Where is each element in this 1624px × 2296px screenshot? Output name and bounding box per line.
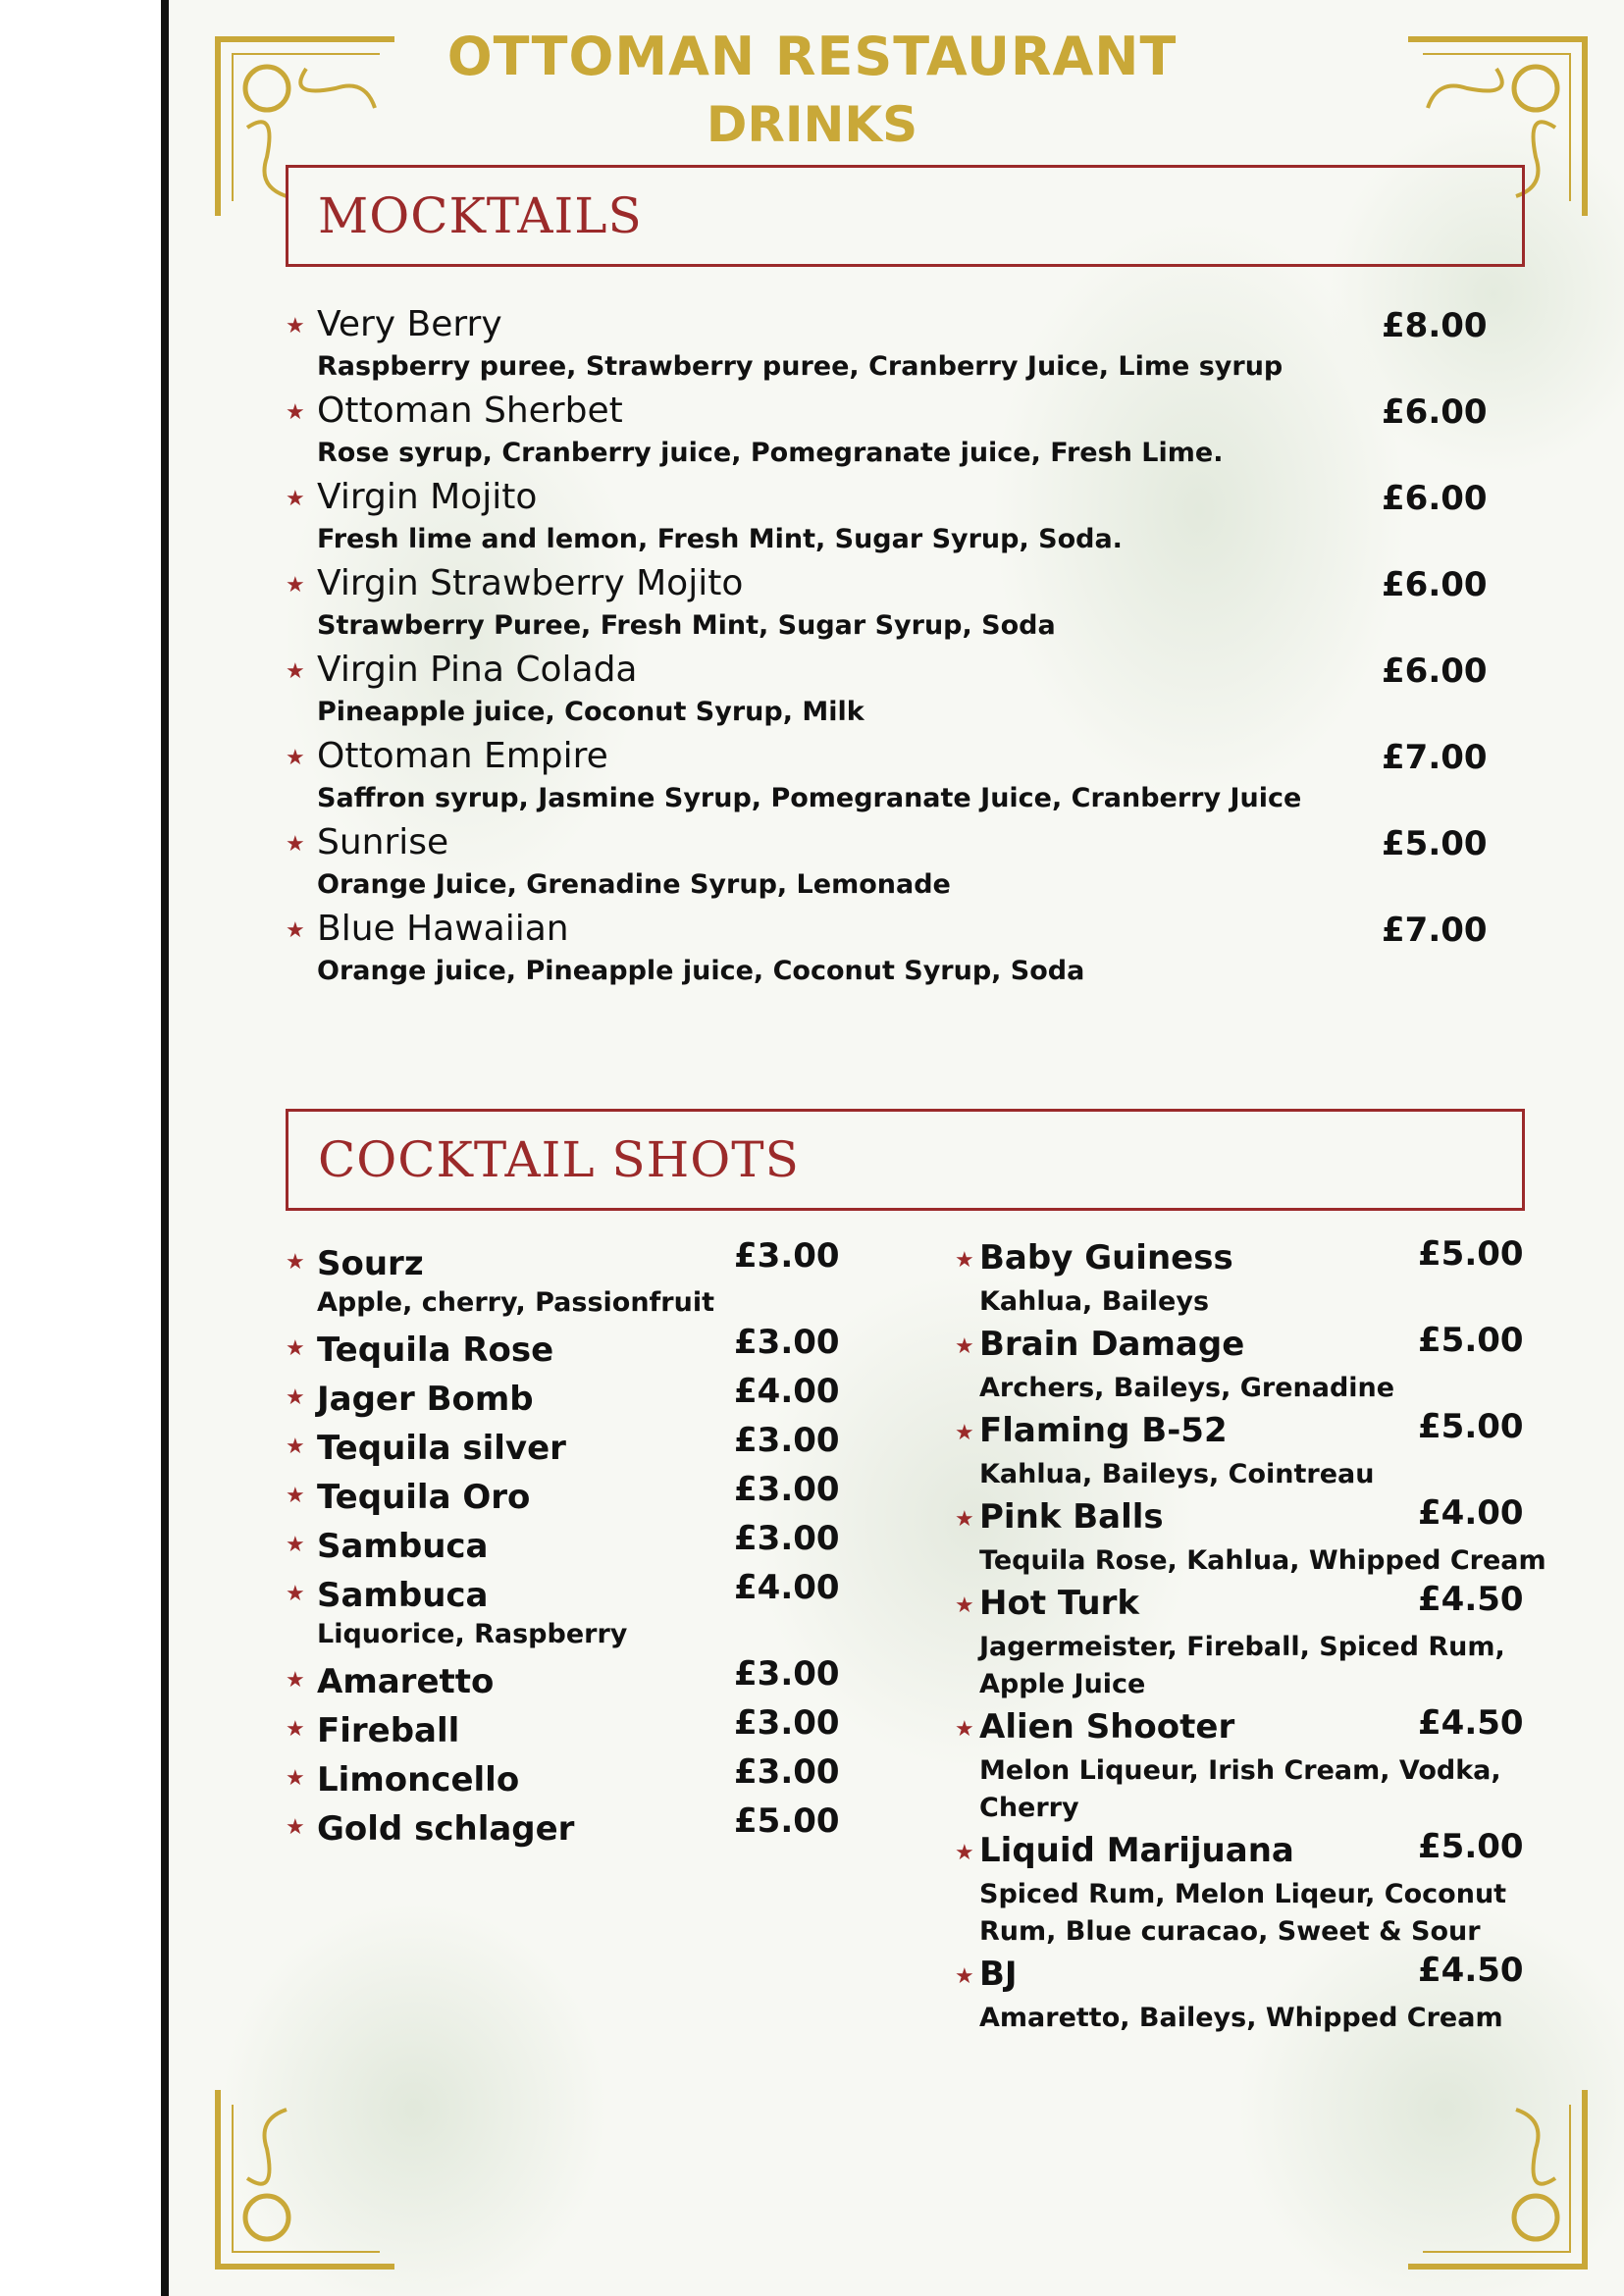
bullet-star-icon: ★ bbox=[955, 1421, 974, 1445]
shots-heading: COCKTAIL SHOTS bbox=[318, 1131, 800, 1188]
shot-price: £3.00 bbox=[734, 1323, 840, 1362]
mocktail-price: £6.00 bbox=[1382, 392, 1488, 432]
shot-price: £4.00 bbox=[1418, 1493, 1524, 1533]
mocktail-price: £7.00 bbox=[1382, 738, 1488, 777]
shot-name: Hot Turk bbox=[979, 1584, 1139, 1623]
bullet-star-icon: ★ bbox=[286, 1815, 305, 1840]
shot-description: Apple, cherry, Passionfruit bbox=[317, 1287, 714, 1318]
mocktails-header-box bbox=[286, 165, 1525, 267]
bullet-star-icon: ★ bbox=[286, 487, 305, 511]
mocktail-price: £6.00 bbox=[1382, 479, 1488, 518]
mocktail-price: £7.00 bbox=[1382, 911, 1488, 950]
shot-name: Sourz bbox=[317, 1244, 424, 1283]
shot-name: Sambuca bbox=[317, 1576, 489, 1615]
bullet-star-icon: ★ bbox=[286, 1385, 305, 1410]
shot-name: Gold schlager bbox=[317, 1809, 575, 1849]
shot-name: Liquid Marijuana bbox=[979, 1831, 1294, 1870]
shot-price: £4.50 bbox=[1418, 1951, 1524, 1990]
shots-header-box bbox=[286, 1109, 1525, 1211]
mocktail-name: Sunrise bbox=[317, 822, 449, 862]
bullet-star-icon: ★ bbox=[955, 1593, 974, 1618]
shot-price: £3.00 bbox=[734, 1519, 840, 1558]
mocktail-description: Orange Juice, Grenadine Syrup, Lemonade bbox=[317, 869, 951, 900]
bullet-star-icon: ★ bbox=[286, 1336, 305, 1361]
mocktail-name: Very Berry bbox=[317, 304, 502, 344]
shot-description: Melon Liqueur, Irish Cream, Vodka, Cherry bbox=[979, 1755, 1501, 1823]
mocktail-description: Pineapple juice, Coconut Syrup, Milk bbox=[317, 697, 864, 727]
mocktail-price: £6.00 bbox=[1382, 652, 1488, 691]
bullet-star-icon: ★ bbox=[286, 573, 305, 598]
bullet-star-icon: ★ bbox=[286, 1435, 305, 1459]
bullet-star-icon: ★ bbox=[286, 1668, 305, 1693]
shot-name: Jager Bomb bbox=[317, 1380, 534, 1419]
bullet-star-icon: ★ bbox=[955, 1334, 974, 1359]
bullet-star-icon: ★ bbox=[286, 918, 305, 943]
bullet-star-icon: ★ bbox=[955, 1507, 974, 1532]
shot-price: £3.00 bbox=[734, 1654, 840, 1694]
shot-price: £5.00 bbox=[734, 1801, 840, 1841]
shot-description: Kahlua, Baileys, Cointreau bbox=[979, 1459, 1375, 1489]
bullet-star-icon: ★ bbox=[286, 400, 305, 425]
bullet-star-icon: ★ bbox=[286, 314, 305, 339]
bullet-star-icon: ★ bbox=[286, 1766, 305, 1791]
mocktail-name: Ottoman Sherbet bbox=[317, 391, 623, 431]
shot-price: £3.00 bbox=[734, 1236, 840, 1276]
shot-description: Spiced Rum, Melon Liqeur, Coconut Rum, Blue curacao, Sweet & Sour bbox=[979, 1879, 1507, 1947]
shot-name: Tequila Oro bbox=[317, 1478, 531, 1517]
shot-name: Amaretto bbox=[317, 1662, 495, 1701]
menu-subtitle: DRINKS bbox=[706, 96, 918, 153]
shot-price: £3.00 bbox=[734, 1470, 840, 1509]
mocktail-price: £8.00 bbox=[1382, 306, 1488, 345]
bottom-left-flourish-icon bbox=[208, 2080, 404, 2276]
mocktail-description: Orange juice, Pineapple juice, Coconut Syrup, Soda bbox=[317, 956, 1085, 986]
shot-price: £5.00 bbox=[1418, 1827, 1524, 1866]
restaurant-title: OTTOMAN RESTAURANT bbox=[446, 26, 1178, 87]
bullet-star-icon: ★ bbox=[955, 1717, 974, 1742]
shot-name: Alien Shooter bbox=[979, 1707, 1235, 1747]
shot-name: BJ bbox=[979, 1955, 1018, 1994]
shot-name: Sambuca bbox=[317, 1527, 489, 1566]
bullet-star-icon: ★ bbox=[286, 659, 305, 684]
shot-price: £3.00 bbox=[734, 1421, 840, 1460]
mocktail-name: Virgin Pina Colada bbox=[317, 650, 638, 690]
page-left-edge bbox=[161, 0, 169, 2296]
shot-price: £5.00 bbox=[1418, 1407, 1524, 1446]
shot-description: Liquorice, Raspberry bbox=[317, 1619, 628, 1649]
mocktail-description: Rose syrup, Cranberry juice, Pomegranate juice, Fresh Lime. bbox=[317, 438, 1224, 468]
shot-name: Pink Balls bbox=[979, 1497, 1164, 1537]
shot-price: £4.50 bbox=[1418, 1703, 1524, 1743]
bullet-star-icon: ★ bbox=[286, 1717, 305, 1742]
mocktail-name: Blue Hawaiian bbox=[317, 909, 569, 949]
mocktail-description: Strawberry Puree, Fresh Mint, Sugar Syrup, Soda bbox=[317, 610, 1056, 641]
shot-name: Tequila Rose bbox=[317, 1331, 554, 1370]
mocktail-description: Raspberry puree, Strawberry puree, Cranberry Juice, Lime syrup bbox=[317, 351, 1283, 382]
shot-price: £3.00 bbox=[734, 1703, 840, 1743]
mocktails-heading: MOCKTAILS bbox=[318, 187, 643, 244]
mocktail-name: Virgin Mojito bbox=[317, 477, 538, 517]
shot-name: Baby Guiness bbox=[979, 1238, 1233, 1278]
shot-name: Limoncello bbox=[317, 1760, 520, 1800]
shot-name: Flaming B-52 bbox=[979, 1411, 1228, 1450]
bullet-star-icon: ★ bbox=[286, 1484, 305, 1508]
shot-price: £3.00 bbox=[734, 1752, 840, 1792]
bullet-star-icon: ★ bbox=[286, 832, 305, 857]
shot-description: Archers, Baileys, Grenadine bbox=[979, 1373, 1395, 1403]
shot-description: Kahlua, Baileys bbox=[979, 1286, 1210, 1317]
shot-price: £5.00 bbox=[1418, 1234, 1524, 1274]
shot-price: £5.00 bbox=[1418, 1321, 1524, 1360]
bullet-star-icon: ★ bbox=[286, 1250, 305, 1275]
shot-name: Fireball bbox=[317, 1711, 460, 1750]
mocktail-name: Ottoman Empire bbox=[317, 736, 608, 776]
mocktail-price: £5.00 bbox=[1382, 824, 1488, 863]
bottom-right-flourish-icon bbox=[1398, 2080, 1595, 2276]
bullet-star-icon: ★ bbox=[955, 1964, 974, 1989]
shot-description: Amaretto, Baileys, Whipped Cream bbox=[979, 2003, 1503, 2033]
mocktail-name: Virgin Strawberry Mojito bbox=[317, 563, 744, 603]
shot-name: Brain Damage bbox=[979, 1325, 1245, 1364]
shot-price: £4.50 bbox=[1418, 1580, 1524, 1619]
shot-description: Jagermeister, Fireball, Spiced Rum, Apple Juice bbox=[979, 1632, 1505, 1699]
shot-name: Tequila silver bbox=[317, 1429, 566, 1468]
mocktail-description: Saffron syrup, Jasmine Syrup, Pomegranate Juice, Cranberry Juice bbox=[317, 783, 1302, 813]
shot-description: Tequila Rose, Kahlua, Whipped Cream bbox=[979, 1545, 1546, 1576]
bullet-star-icon: ★ bbox=[955, 1841, 974, 1865]
shot-price: £4.00 bbox=[734, 1568, 840, 1607]
shot-price: £4.00 bbox=[734, 1372, 840, 1411]
bullet-star-icon: ★ bbox=[286, 1582, 305, 1606]
bullet-star-icon: ★ bbox=[286, 1533, 305, 1557]
bullet-star-icon: ★ bbox=[955, 1248, 974, 1273]
bullet-star-icon: ★ bbox=[286, 746, 305, 770]
mocktail-description: Fresh lime and lemon, Fresh Mint, Sugar Syrup, Soda. bbox=[317, 524, 1123, 554]
mocktail-price: £6.00 bbox=[1382, 565, 1488, 604]
